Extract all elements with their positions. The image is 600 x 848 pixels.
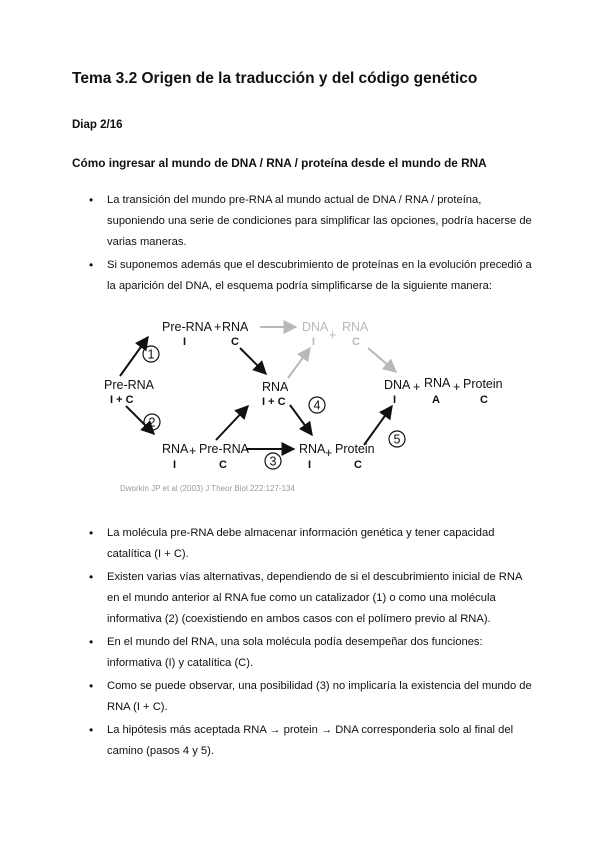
list-item: • La molécula pre-RNA debe almacenar información genética y tener capacidad catalítica (I + C). (72, 523, 532, 565)
step-number-5: 5 (393, 432, 401, 447)
node-bottom-rna: RNA (162, 442, 189, 456)
node-top-rna-grey: RNA (342, 320, 369, 334)
node-protein: Protein (335, 442, 375, 456)
node-top-rna-sub: C (231, 336, 239, 348)
page-title: Tema 3.2 Origen de la traducción y del código genético (72, 70, 478, 87)
plus-sign: + (325, 446, 333, 460)
list-item: • Si suponemos además que el descubrimiento de proteínas en la evolución precedió a la aparición del DNA, el esquema podría simplificarse de la siguiente manera: (72, 255, 532, 297)
plus-sign: + (189, 444, 197, 458)
node-center-rna-sub: I + C (262, 396, 286, 408)
list-item: • La hipótesis más aceptada RNA → protein → DNA corresponderia solo al final del camino (pasos 4 y 5). (72, 720, 532, 762)
bullet-list-bottom (72, 523, 532, 764)
plus-sign: + (413, 380, 421, 394)
node-top-rna: RNA (222, 320, 249, 334)
step-number-4: 4 (313, 398, 321, 413)
plus-sign: + (453, 380, 461, 394)
node-top-dna-grey: DNA (302, 320, 329, 334)
final-dna: DNA (384, 378, 411, 392)
arrow-bottom-to-rna (216, 406, 248, 440)
arrow-top-to-rna (240, 348, 266, 374)
list-item: • En el mundo del RNA, una sola molécula podía desempeñar dos funciones: informativa (I) y catalítica (C). (72, 632, 532, 674)
list-item: • La transición del mundo pre-RNA al mundo actual de DNA / RNA / proteína, suponiendo una serie de condiciones para simplificar las opciones, podría hacerse de varias maneras. (72, 190, 532, 253)
section-subtitle: Cómo ingresar al mundo de DNA / RNA / proteína desde el mundo de RNA (72, 156, 487, 170)
evolution-diagram (100, 302, 520, 502)
final-protein: Protein (463, 377, 503, 391)
node-prerna-left: Pre-RNA (104, 378, 155, 392)
node-bottom-right-rna-sub: I (308, 459, 312, 471)
node-protein-sub: C (354, 459, 362, 471)
diagram-citation: Dworkin JP et al (2003) J Theor Biol 222:127-134 (120, 484, 295, 493)
final-rna: RNA (424, 376, 451, 390)
node-bottom-prerna-sub: C (219, 459, 227, 471)
step-number-1: 1 (147, 347, 155, 362)
arrow-grey-to-final (368, 348, 396, 372)
arrow-grey-rna-to-dna (288, 348, 310, 378)
node-bottom-rna-sub: I (173, 459, 177, 471)
node-top-dna-grey-sub: I (312, 336, 316, 348)
final-protein-sub: C (480, 394, 488, 406)
arrow-step4 (290, 405, 312, 435)
plus-sign: + (329, 328, 337, 342)
slide-number: Diap 2/16 (72, 119, 123, 131)
arrow-step5 (364, 406, 392, 445)
list-item: • Existen varias vías alternativas, dependiendo de si el descubrimiento inicial de RNA en el mundo anterior al RNA fue como un catalizador (1) o como una molécula informativa (2) (coexistiendo en ambos casos con el polímero previo al RNA). (72, 567, 532, 630)
step-number-3: 3 (269, 454, 277, 469)
final-dna-sub: I (393, 394, 397, 406)
node-center-rna: RNA (262, 380, 289, 394)
step-number-2: 2 (148, 415, 156, 430)
node-top-prerna: Pre-RNA (162, 320, 213, 334)
list-item: • Como se puede observar, una posibilidad (3) no implicaría la existencia del mundo de RNA (I + C). (72, 676, 532, 718)
plus-sign: + (214, 320, 222, 334)
node-top-prerna-sub: I (183, 336, 187, 348)
node-top-rna-grey-sub: C (352, 336, 360, 348)
node-bottom-prerna: Pre-RNA (199, 442, 250, 456)
final-rna-sub: A (432, 394, 440, 406)
bullet-list-top (72, 190, 532, 299)
node-prerna-left-sub: I + C (110, 394, 134, 406)
node-bottom-right-rna: RNA (299, 442, 326, 456)
